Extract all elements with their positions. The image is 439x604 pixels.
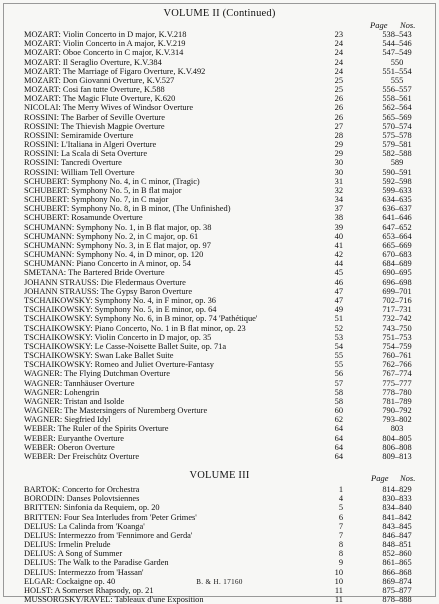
list-item	[24, 232, 419, 241]
numbers-range: 751–753	[382, 332, 412, 342]
page-number: 42	[334, 250, 343, 260]
work-title: MUSSORGSKY/RAVEL: Tableaux d'une Exposition	[24, 595, 204, 604]
numbers-range: 781–789	[382, 396, 412, 406]
page-number: 7	[338, 530, 343, 540]
page-number: 57	[334, 378, 343, 388]
page-number: 10	[334, 567, 343, 577]
list-item	[24, 94, 419, 103]
numbers-range: 841–842	[382, 512, 412, 522]
list-item	[24, 513, 419, 522]
volume-2-nos-header: Nos.	[400, 20, 416, 30]
page-number: 40	[334, 231, 343, 241]
page-number: 30	[334, 167, 343, 177]
list-item	[24, 259, 419, 268]
page-number: 24	[334, 48, 343, 58]
page-number: 26	[334, 112, 343, 122]
page-number: 60	[334, 406, 343, 416]
list-item	[24, 558, 419, 567]
work-title: TSCHAIKOWSKY: Symphony No. 5, in E minor, op. 64	[24, 305, 217, 315]
numbers-range: 767–774	[382, 369, 412, 379]
page-number: 31	[334, 176, 343, 186]
numbers-range: 869–874	[382, 576, 412, 586]
work-title: MOZART: Il Seraglio Overture, K.V.384	[24, 57, 162, 67]
page-number: 10	[334, 576, 343, 586]
page-number: 9	[338, 558, 343, 568]
volume-3-title: VOLUME III	[189, 470, 250, 481]
work-title: SCHUBERT: Symphony No. 7, in C major	[24, 195, 169, 205]
work-title: SCHUMANN: Symphony No. 2, in C major, op. 61	[24, 231, 199, 241]
numbers-range: 592–598	[382, 176, 412, 186]
work-title: MOZART: Cosi fan tutte Overture, K.588	[24, 85, 165, 95]
numbers-range: 861–865	[382, 558, 412, 568]
numbers-range: 653–664	[382, 231, 412, 241]
list-item	[24, 443, 419, 452]
page-number: 7	[338, 521, 343, 531]
work-title: MOZART: Oboe Concerto in C major, K.V.314	[24, 48, 184, 58]
volume-3-page-header: Page	[371, 473, 389, 483]
work-title: SMETANA: The Bartered Bride Overture	[24, 268, 165, 278]
list-item	[24, 314, 419, 323]
work-title: ROSSINI: Tancredi Overture	[24, 158, 122, 168]
list-item	[24, 424, 419, 433]
work-title: BARTOK: Concerto for Orchestra	[24, 485, 140, 494]
work-title: DELIUS: Intermezzo from 'Hassan'	[24, 567, 144, 577]
list-item	[24, 250, 419, 259]
numbers-range: 852–860	[382, 549, 412, 559]
list-item	[24, 485, 419, 494]
work-title: ROSSINI: The Thievish Magpie Overture	[24, 121, 165, 131]
work-title: MOZART: Violin Concerto in A major, K.V.219	[24, 39, 186, 49]
volume-2-page-header: Page	[370, 20, 388, 30]
work-title: TSCHAIKOWSKY: Le Casse-Noisette Ballet Suite, op. 71a	[24, 341, 227, 351]
page-number: 58	[334, 396, 343, 406]
numbers-range: 702–716	[382, 295, 412, 305]
work-title: TSCHAIKOWSKY: Romeo and Juliet Overture-Fantasy	[24, 360, 214, 370]
numbers-range: 570–574	[382, 121, 412, 131]
page-number: 51	[334, 314, 343, 324]
numbers-range: 589	[390, 158, 404, 168]
work-title: SCHUMANN: Piano Concerto in A minor, op. 54	[24, 259, 191, 269]
work-title: WAGNER: Tristan and Isolde	[24, 396, 125, 406]
work-title: MOZART: The Marriage of Figaro Overture, K.V.492	[24, 66, 206, 76]
page-number: 64	[334, 442, 343, 452]
page-number: 26	[334, 94, 343, 104]
numbers-range: 743–750	[382, 323, 412, 333]
numbers-range: 809–813	[382, 451, 412, 461]
page-number: 52	[334, 323, 343, 333]
page-number: 28	[334, 130, 343, 140]
page-number: 64	[334, 424, 343, 434]
work-title: ROSSINI: La Scala di Seta Overture	[24, 149, 148, 159]
page-number: 55	[334, 360, 343, 370]
numbers-range: 582–588	[382, 149, 412, 159]
work-title: ROSSINI: L'Italiana in Algeri Overture	[24, 140, 157, 150]
list-item	[24, 131, 419, 140]
page-number: 26	[334, 103, 343, 113]
work-title: WEBER: The Ruler of the Spirits Overture	[24, 424, 169, 434]
page-number: 38	[334, 213, 343, 223]
work-title: WEBER: Oberon Overture	[24, 442, 115, 452]
list-item	[24, 168, 419, 177]
list-item	[24, 113, 419, 122]
numbers-range: 547–549	[382, 48, 412, 58]
numbers-range: 550	[390, 57, 404, 67]
numbers-range: 848–851	[382, 540, 412, 550]
numbers-range: 760–761	[382, 351, 412, 361]
numbers-range: 696–698	[382, 277, 412, 287]
numbers-range: 762–766	[382, 360, 412, 370]
numbers-range: 699–701	[382, 286, 412, 296]
page-number: 47	[334, 295, 343, 305]
numbers-range: 834–840	[382, 503, 412, 513]
page-number: 6	[338, 512, 343, 522]
list-item	[24, 586, 419, 595]
page-number: 46	[334, 277, 343, 287]
numbers-range: 665–669	[382, 240, 412, 250]
work-title: JOHANN STRAUSS: Die Fledermaus Overture	[24, 277, 186, 287]
list-item	[24, 186, 419, 195]
work-title: TSCHAIKOWSKY: Symphony No. 6, in B minor, op. 74 'Pathétique'	[24, 314, 258, 324]
list-item	[24, 342, 419, 351]
page-number: 32	[334, 185, 343, 195]
page-number: 24	[334, 57, 343, 67]
work-title: WAGNER: Lohengrin	[24, 387, 100, 397]
list-item	[24, 522, 419, 531]
list-item	[24, 204, 419, 213]
work-title: SCHUBERT: Symphony No. 4, in C minor, (Tragic)	[24, 176, 200, 186]
work-title: MOZART: Don Giovanni Overture, K.V.527	[24, 75, 175, 85]
list-item	[24, 67, 419, 76]
numbers-range: 866–868	[382, 567, 412, 577]
numbers-range: 551–554	[382, 66, 412, 76]
numbers-range: 814–829	[382, 485, 412, 494]
list-item	[24, 415, 419, 424]
numbers-range: 803	[390, 424, 404, 434]
work-title: DELIUS: A Song of Summer	[24, 549, 123, 559]
list-item	[24, 351, 419, 360]
numbers-range: 670–683	[382, 250, 412, 260]
page-number: 64	[334, 433, 343, 443]
work-title: ROSSINI: William Tell Overture	[24, 167, 135, 177]
work-title: WEBER: Euryanthe Overture	[24, 433, 125, 443]
list-item	[24, 397, 419, 406]
page-number: 34	[334, 195, 343, 205]
work-title: BRITTEN: Four Sea Interludes from 'Peter Grimes'	[24, 512, 197, 522]
list-item	[24, 177, 419, 186]
numbers-range: 684–689	[382, 259, 412, 269]
page-number: 25	[334, 75, 343, 85]
numbers-range: 690–695	[382, 268, 412, 278]
list-item	[24, 531, 419, 540]
list-item	[24, 452, 419, 461]
work-title: DELIUS: The Walk to the Paradise Garden	[24, 558, 169, 568]
page-number: 47	[334, 286, 343, 296]
numbers-range: 636–637	[382, 204, 412, 214]
work-title: JOHANN STRAUSS: The Gypsy Baron Overture	[24, 286, 193, 296]
work-title: BORODIN: Danses Polovtsiennes	[24, 494, 140, 504]
work-title: WAGNER: The Flying Dutchman Overture	[24, 369, 170, 379]
page-number: 62	[334, 415, 343, 425]
page-number: 41	[334, 240, 343, 250]
work-title: DELIUS: Irmelin Prelude	[24, 540, 111, 550]
list-item	[24, 278, 419, 287]
list-item	[24, 434, 419, 443]
numbers-range: 565–569	[382, 112, 412, 122]
numbers-range: 778–780	[382, 387, 412, 397]
list-item	[24, 324, 419, 333]
numbers-range: 790–792	[382, 406, 412, 416]
page-number: 37	[334, 204, 343, 214]
numbers-range: 846–847	[382, 530, 412, 540]
work-title: SCHUBERT: Symphony No. 8, in B minor, (The Unfinished)	[24, 204, 231, 214]
page-number: 45	[334, 268, 343, 278]
work-title: WAGNER: The Mastersingers of Nuremberg Overture	[24, 406, 208, 416]
work-title: NICOLAI: The Merry Wives of Windsor Overture	[24, 103, 194, 113]
list-item	[24, 48, 419, 57]
numbers-range: 556–557	[382, 85, 412, 95]
list-item	[24, 333, 419, 342]
page-number: 5	[338, 503, 343, 513]
list-item	[24, 379, 419, 388]
work-title: SCHUMANN: Symphony No. 4, in D minor, op. 120	[24, 250, 204, 260]
page-number: 58	[334, 387, 343, 397]
list-item	[24, 149, 419, 158]
work-title: BRITTEN: Sinfonia da Requiem, op. 20	[24, 503, 160, 513]
page-number: 23	[334, 30, 343, 39]
work-title: SCHUMANN: Symphony No. 3, in E flat major, op. 97	[24, 240, 211, 250]
list-item	[24, 85, 419, 94]
list-item	[24, 540, 419, 549]
page-number: 27	[334, 121, 343, 131]
list-item	[24, 39, 419, 48]
page-number: 54	[334, 341, 343, 351]
list-item	[24, 223, 419, 232]
publisher-code: B. & H. 17160	[196, 578, 243, 586]
work-title: TSCHAIKOWSKY: Violin Concerto in D major, op. 35	[24, 332, 212, 342]
volume-3-nos-header: Nos.	[400, 473, 416, 483]
volume-2-title: VOLUME II (Continued)	[163, 8, 276, 19]
page-number: 24	[334, 66, 343, 76]
numbers-range: 793–802	[382, 415, 412, 425]
work-title: WAGNER: Tannhäuser Overture	[24, 378, 135, 388]
numbers-range: 641–646	[382, 213, 412, 223]
work-title: WAGNER: Siegfried Idyl	[24, 415, 111, 425]
page-number: 64	[334, 451, 343, 461]
work-title: TSCHAIKOWSKY: Swan Lake Ballet Suite	[24, 351, 174, 361]
numbers-range: 806–808	[382, 442, 412, 452]
numbers-range: 599–633	[382, 185, 412, 195]
page-number: 44	[334, 259, 343, 269]
list-item	[24, 103, 419, 112]
numbers-range: 538–543	[382, 30, 412, 39]
list-item	[24, 503, 419, 512]
numbers-range: 717–731	[382, 305, 412, 315]
numbers-range: 804–805	[382, 433, 412, 443]
page-number: 30	[334, 158, 343, 168]
work-title: DELIUS: La Calinda from 'Koanga'	[24, 521, 145, 531]
work-title: ROSSINI: The Barber of Seville Overture	[24, 112, 166, 122]
list-item	[24, 30, 419, 39]
work-title: MOZART: The Magic Flute Overture, K.620	[24, 94, 176, 104]
numbers-range: 562–564	[382, 103, 412, 113]
list-item	[24, 549, 419, 558]
list-item	[24, 296, 419, 305]
work-title: ELGAR: Cockaigne op. 40	[24, 576, 116, 586]
page-number: 56	[334, 369, 343, 379]
list-item	[24, 213, 419, 222]
volume-3-list	[24, 485, 419, 604]
numbers-range: 875–877	[382, 585, 412, 595]
numbers-range: 754–759	[382, 341, 412, 351]
numbers-range: 634–635	[382, 195, 412, 205]
list-item	[24, 195, 419, 204]
page-number: 8	[338, 549, 343, 559]
work-title: SCHUBERT: Symphony No. 5, in B flat major	[24, 185, 182, 195]
list-item	[24, 158, 419, 167]
volume-2-list	[24, 30, 419, 461]
page-number: 53	[334, 332, 343, 342]
list-item	[24, 388, 419, 397]
numbers-range: 830–833	[382, 494, 412, 504]
list-item	[24, 494, 419, 503]
numbers-range: 590–591	[382, 167, 412, 177]
numbers-range: 575–578	[382, 130, 412, 140]
page-number: 49	[334, 305, 343, 315]
list-item	[24, 76, 419, 85]
numbers-range: 843–845	[382, 521, 412, 531]
numbers-range: 732–742	[382, 314, 412, 324]
numbers-range: 544–546	[382, 39, 412, 49]
work-title: HOLST: A Somerset Rhapsody, op. 21	[24, 585, 154, 595]
list-item	[24, 568, 419, 577]
work-title: WEBER: Der Freischütz Overture	[24, 451, 140, 461]
list-item	[24, 369, 419, 378]
work-title: TSCHAIKOWSKY: Symphony No. 4, in F minor, op. 36	[24, 295, 216, 305]
work-title: DELIUS: Intermezzo from 'Fennimore and Gerda'	[24, 530, 193, 540]
list-item	[24, 305, 419, 314]
list-item	[24, 58, 419, 67]
numbers-range: 558–561	[382, 94, 412, 104]
page-number: 11	[334, 585, 343, 595]
page-number: 1	[338, 485, 343, 494]
list-item	[24, 406, 419, 415]
list-item	[24, 140, 419, 149]
work-title: TSCHAIKOWSKY: Piano Concerto, No. 1 in B flat minor, op. 23	[24, 323, 246, 333]
page-number: 4	[338, 494, 343, 504]
list-item	[24, 268, 419, 277]
list-item	[24, 287, 419, 296]
numbers-range: 647–652	[382, 222, 412, 232]
numbers-range: 555	[390, 75, 404, 85]
work-title: SCHUBERT: Rosamunde Overture	[24, 213, 143, 223]
numbers-range: 878–888	[382, 595, 412, 604]
numbers-range: 579–581	[382, 140, 412, 150]
work-title: ROSSINI: Semiramide Overture	[24, 130, 134, 140]
page-number: 25	[334, 85, 343, 95]
numbers-range: 775–777	[382, 378, 412, 388]
work-title: MOZART: Violin Concerto in D major, K.V.218	[24, 30, 187, 39]
page-number: 29	[334, 140, 343, 150]
page-number: 8	[338, 540, 343, 550]
page-number: 55	[334, 351, 343, 361]
page-number: 39	[334, 222, 343, 232]
page-number: 24	[334, 39, 343, 49]
page-number: 11	[334, 595, 343, 604]
work-title: SCHUMANN: Symphony No. 1, in B flat major, op. 38	[24, 222, 212, 232]
list-item	[24, 122, 419, 131]
page-number: 29	[334, 149, 343, 159]
list-item	[24, 360, 419, 369]
list-item	[24, 241, 419, 250]
